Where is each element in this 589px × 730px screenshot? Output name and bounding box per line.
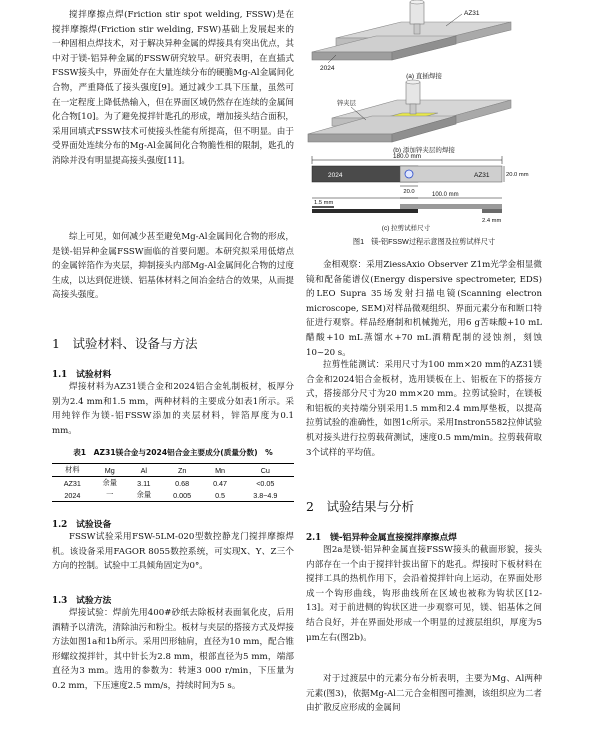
observation-paragraph: 金相观察：采用ZiessAxio Observer Z1m光学金相显微镜和配备能谱仪(Energy dispersive spectrometer, EDS)的LEO Supra 35场发射扫描电镜(Scanning electron microscope, SEM)对样品微观组织、界面元素分布和断口特征进行观察。样品经磨制和机械抛光，用6 g苦味酸+10 mL醋酸+10 mL蒸馏水+70 mL酒精配制的浸蚀剂，刻蚀10~20 s。 — [306, 260, 542, 358]
figure-1a — [312, 0, 511, 72]
table-row — [52, 477, 294, 490]
tensile-test-paragraph: 拉剪性能测试：采用尺寸为100 mm×20 mm的AZ31镁合金和2024铝合金板材，选用镁板在上、铝板在下的搭接方式，搭接部分尺寸为20 mm×20 mm。拉剪试验时，在镁板和铝板的夹持端分别采用1.5 mm和2.4 mm厚垫板，以提高拉剪试验的准确性，如图1c所示。采用Instron5582拉伸试验机对接头进行拉剪载荷测试，速度0.5 mm/min。拉剪载荷取3个试样的平均值。 — [306, 360, 542, 458]
figure-1c — [312, 153, 529, 224]
table-header-cell: Mn — [215, 465, 226, 475]
figure-1 — [306, 0, 542, 250]
table-header-cell: Cu — [260, 465, 270, 475]
table-cell: 3.11 — [137, 478, 151, 488]
label-zinc-interlayer: 锌夹层 — [337, 100, 356, 107]
dim-total: 180.0 mm — [393, 153, 421, 160]
spec-label-az31: AZ31 — [474, 172, 490, 179]
label-az31: AZ31 — [464, 10, 480, 17]
dim-20: 20.0 — [403, 189, 415, 195]
table-cell: 2024 — [64, 490, 81, 500]
table-cell: 余量 — [102, 478, 117, 487]
dim-1-5: 1.5 mm — [314, 200, 334, 206]
table-row — [52, 489, 294, 502]
subsection-2-1-paragraph-1: 图2a是镁-铝异种金属直接FSSW接头的截面形貌，接头内部存在一个由于搅拌针拔出留下的匙孔。焊接时下板材料在搅拌工具的热机作用下，会沿着搅拌针向上运动，在界面处形成一个钩形曲线，钩形曲线所在区域也被称为钩状区[12-13]。对于前进侧的钩状区进一步观察可见，镁、铝基体之间结合良好，并在界面处形成一个明显的过渡层组织，厚度为5 μm左右(图2b)。 — [306, 545, 542, 643]
table-cell: 一 — [106, 490, 114, 499]
dim-20mm: 20.0 mm — [506, 172, 529, 178]
table-header-cell: 材料 — [65, 465, 80, 474]
intro-paragraph-2: 综上可见，如何减少甚至避免Mg-Al金属间化合物的形成，是镁-铝异种金属FSSW面临的首要问题。本研究拟采用低熔点的金属锌箔作为夹层，抑制接头内部Mg-Al金属间化合物的过度生成，以达到促进镁、铝基体材料之间冶金结合的效果，从而提高接头强度。 — [52, 232, 294, 301]
table-cell: AZ31 — [63, 478, 81, 488]
subsection-1-2-text: FSSW试验采用FSW-5LM-020型数控静龙门搅拌摩擦焊机。该设备采用FAGOR 8055数控系统，可实现X、Y、Z三个方向的控制。试验中工具倾角固定为0°。 — [52, 532, 294, 572]
table-cell: 3.8~4.9 — [253, 490, 278, 500]
subfigure-b-label: (b) 添加锌夹层的焊接 — [393, 147, 455, 154]
label-2024: 2024 — [320, 65, 335, 72]
intro-paragraph-1: 搅拌摩擦点焊(Friction stir spot welding, FSSW)是在搅拌摩擦焊(Friction stir welding, FSW)基础上发展起来的一种固相点焊技术，对于解决异种金属的焊接具有突出优点，其中对于镁-铝异种金属的FSSW研究较早。研究表明，在直插式FSSW接头中，界面处存在大量连续分布的硬脆Mg-Al金属间化合物，严重降低了接头强度[9]。通过减少工具下压量，虽然可在一定程度上降低热输入，但在界面区域仍然存在连续的金属间化合物[10]。为了避免搅拌针匙孔的形成，增加接头结合面积，采用回填式FSSW技术可使接头性能有所提高，但不明显。由于受界面处连续分布的Mg-Al金属间化合物脆性相的限制，匙孔的消除并没有明显提高接头强度[11]。 — [52, 10, 294, 166]
table-header-cell: Zn — [177, 465, 187, 475]
table-cell: 0.47 — [213, 478, 228, 488]
subsection-1-1-title: 1.1 试验材料 — [52, 370, 112, 380]
table-cell: 余量 — [136, 490, 152, 499]
section-1-title: 1 试验材料、设备与方法 — [52, 336, 198, 351]
table-header-cell: Mg — [104, 465, 115, 475]
dim-100: 100.0 mm — [432, 192, 459, 198]
subsection-1-1-text: 焊接材料为AZ31镁合金和2024铝合金轧制板材，板厚分别为2.4 mm和1.5 mm，两种材料的主要成分如表1所示。采用纯锌作为镁-铝FSSW添加的夹层材料，锌箔厚度为0.1 mm。 — [52, 382, 294, 436]
figure-1-drawing — [306, 0, 542, 250]
table-header-cell: Al — [140, 465, 148, 475]
section-2-title: 2 试验结果与分析 — [306, 499, 414, 514]
subfigure-c-label: (c) 拉剪试样尺寸 — [381, 225, 431, 232]
figure-1b — [308, 80, 511, 142]
table-cell: 0.5 — [215, 490, 226, 500]
table-header-row — [52, 464, 294, 477]
table-cell: 0.68 — [175, 478, 190, 488]
dim-2-4: 2.4 mm — [482, 218, 502, 224]
table-cell: 0.005 — [173, 490, 192, 500]
figure-1-caption: 图1 镁-铝FSSW过程示意图及拉剪试样尺寸 — [352, 237, 496, 246]
table-1-caption: 表1 AZ31镁合金与2024铝合金主要成分(质量分数) % — [73, 448, 273, 457]
subsection-1-3-title: 1.3 试验方法 — [52, 596, 112, 606]
table-cell: <0.05 — [256, 478, 275, 488]
subfigure-a-label: (a) 直插焊接 — [406, 73, 442, 80]
table-1 — [52, 463, 294, 502]
subsection-1-3-text: 焊接试验：焊前先用400#砂纸去除板材表面氧化皮，后用酒精予以清洗，清除油污和粉尘。板材与夹层的搭接方式及焊接方法如图1a和1b所示。采用凹形轴肩，直径为10 mm，配合锥形螺纹搅拌针，其中针长为2.8 mm，根部直径为5 mm，端部直径为3 mm。选用的参数为：转速3 000 r/min，下压量为0.2 mm，下压速度2.5 mm/s，持续时间为5 s。 — [52, 608, 294, 691]
spec-label-2024: 2024 — [328, 172, 343, 179]
subsection-2-1-title: 2.1 镁-铝异种金属直接搅拌摩擦点焊 — [306, 533, 457, 543]
subsection-1-2-title: 1.2 试验设备 — [52, 520, 112, 530]
subsection-2-1-paragraph-2: 对于过渡层中的元素分布分析表明，主要为Mg、Al两种元素(图3)，依据Mg-Al二元合金相图可推测，该组织应为二者由扩散反应形成的金属间 — [306, 674, 542, 714]
